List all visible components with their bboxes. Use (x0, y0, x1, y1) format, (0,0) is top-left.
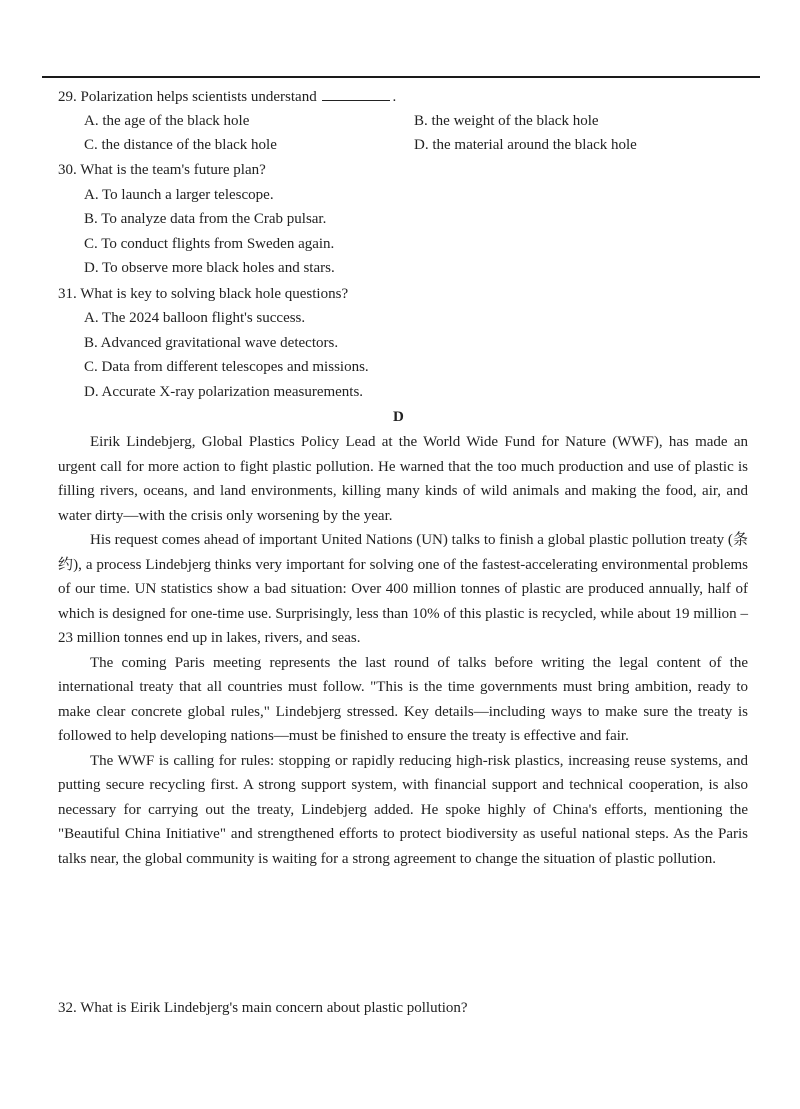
section-label: D (393, 409, 404, 425)
question-29-option-d: D. the material around the black hole (414, 137, 637, 153)
question-31-stem: 31. What is key to solving black hole questions? (58, 286, 349, 302)
passage-paragraph-1: Eirik Lindebjerg, Global Plastics Policy Lead at the World Wide Fund for Nature (WWF), has made an urgent call for more action to fight plastic pollution. He warned that the too much production and use of plastic is filling rivers, oceans, and land environments, killing many kinds of wild animals and making the food, air, and water dirty—with the crisis only worsening by the year. (58, 434, 748, 524)
question-29-option-b: B. the weight of the black hole (414, 113, 599, 129)
reading-passage (58, 430, 748, 871)
passage-paragraph-4: The WWF is calling for rules: stopping or rapidly reducing high-risk plastics, increasing reuse systems, and putting secure recycling first. A strong support system, with financial support and technical cooperation, is also necessary for carrying out the treaty, Lindebjerg added. He spoke highly of China's efforts, mentioning the "Beautiful China Initiative" and strengthened efforts to protect biodiversity as useful national steps. As the Paris talks near, the global community is waiting for a strong agreement to change the situation of plastic pollution. (58, 752, 748, 867)
question-29-option-a: A. the age of the black hole (84, 113, 250, 129)
question-29-text: 29. Polarization helps scientists understand (58, 89, 317, 105)
question-29-option-c: C. the distance of the black hole (84, 137, 277, 153)
question-30-option-a: A. To launch a larger telescope. (84, 187, 274, 203)
answer-blank (322, 86, 390, 101)
header-rule (42, 76, 760, 78)
question-32-stem: 32. What is Eirik Lindebjerg's main concern about plastic pollution? (58, 1000, 468, 1016)
question-30-option-b: B. To analyze data from the Crab pulsar. (84, 211, 327, 227)
passage-paragraph-3: The coming Paris meeting represents the last round of talks before writing the legal content of the international treaty that all countries must follow. "This is the time governments must bring ambition, ready to make clear concrete global rules," Lindebjerg stressed. Key details—including ways to make sure the treaty is followed to help developing nations—must be finished to ensure the treaty is effective and fair. (58, 654, 748, 744)
question-31-option-a: A. The 2024 balloon flight's success. (84, 310, 306, 326)
question-29-stem (58, 86, 396, 107)
passage-paragraph-2: His request comes ahead of important United Nations (UN) talks to finish a global plastic pollution treaty (条约), a process Lindebjerg thinks very important for solving one of the fastest-accelerating environmental problems of our time. UN statistics show a bad situation: Over 400 million tonnes of plastic are produced annually, half of which is designed for one-time use. Surprisingly, less than 10% of this plastic is recycled, while about 19 million –23 million tonnes end up in lakes, rivers, and seas. (58, 532, 748, 646)
question-31-option-d: D. Accurate X-ray polarization measurements. (84, 384, 364, 400)
question-30-stem: 30. What is the team's future plan? (58, 162, 266, 178)
question-30-option-c: C. To conduct flights from Sweden again. (84, 236, 335, 252)
question-30-option-d: D. To observe more black holes and stars. (84, 260, 335, 276)
question-31-option-c: C. Data from different telescopes and missions. (84, 359, 369, 375)
question-29-period: . (392, 89, 397, 105)
question-31-option-b: B. Advanced gravitational wave detectors. (84, 335, 339, 351)
